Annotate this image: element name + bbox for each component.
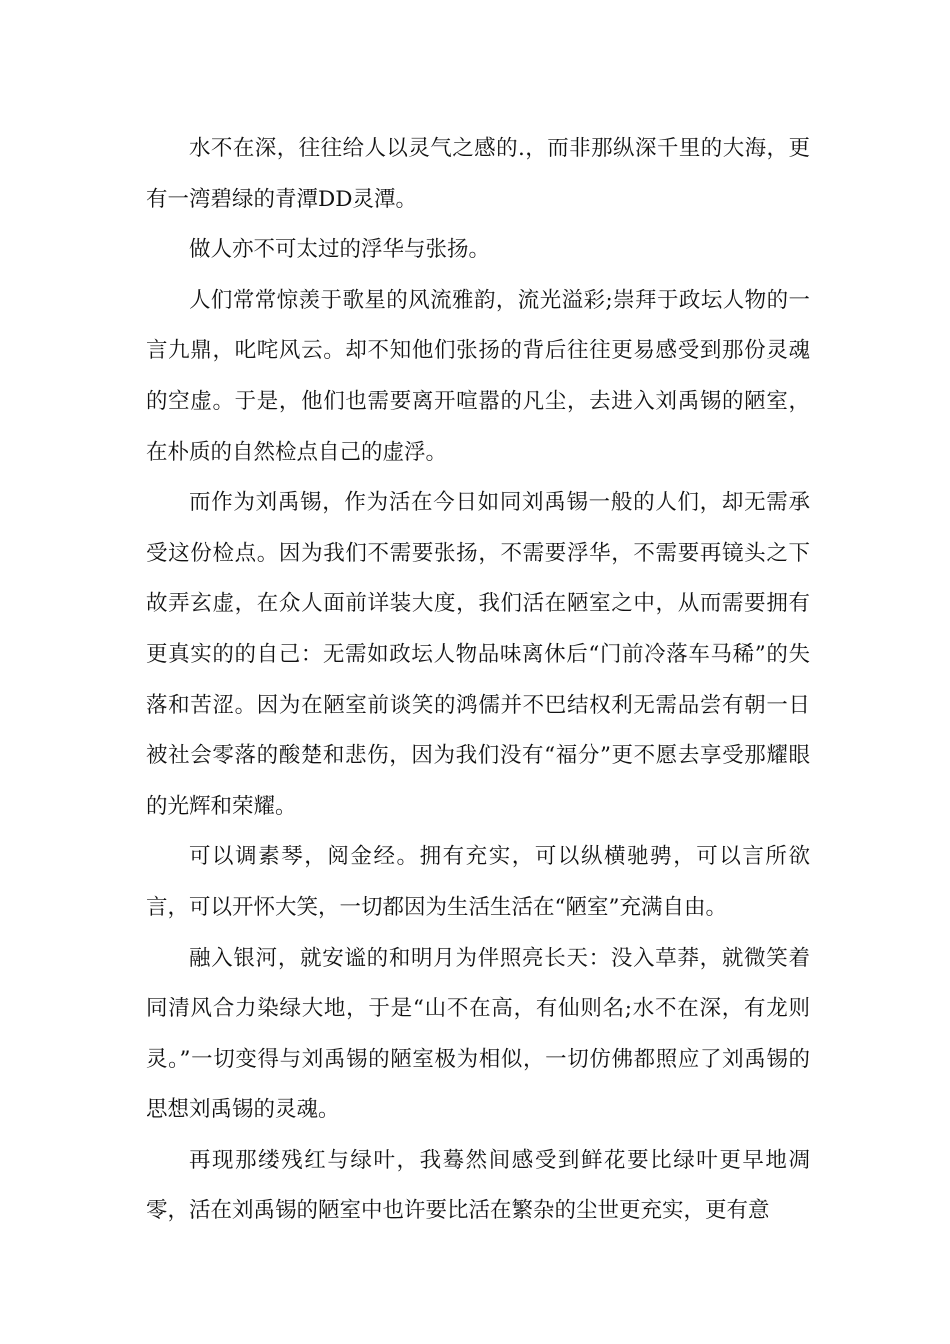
paragraph-5: 可以调素琴，阅金经。拥有充实，可以纵横驰骋，可以言所欲言，可以开怀大笑，一切都因为生活生活在“陋室”充满自由。	[146, 844, 810, 920]
paragraph-6: 融入银河，就安谧的和明月为伴照亮长天：没入草莽，就微笑着同清风合力染绿大地，于是“山不在高，有仙则名;水不在深，有龙则灵。”一切变得与刘禹锡的陋室极为相似，一切仿佛都照应了刘禹锡的思想刘禹锡的灵魂。	[146, 945, 810, 1123]
paragraph-3: 人们常常惊羡于歌星的风流雅韵，流光溢彩;崇拜于政坛人物的一言九鼎，叱咤风云。却不知他们张扬的背后往往更易感受到那份灵魂的空虚。于是，他们也需要离开喧嚣的凡尘，去进入刘禹锡的陋室，在朴质的自然检点自己的虚浮。	[146, 287, 810, 465]
paragraph-4: 而作为刘禹锡，作为活在今日如同刘禹锡一般的人们，却无需承受这份检点。因为我们不需要张扬，不需要浮华，不需要再镜头之下故弄玄虚，在众人面前详装大度，我们活在陋室之中，从而需要拥有更真实的的自己：无需如政坛人物品味离休后“门前冷落车马稀”的失落和苦涩。因为在陋室前谈笑的鸿儒并不巴结权利无需品尝有朝一日被社会零落的酸楚和悲伤，因为我们没有“福分”更不愿去享受那耀眼的光辉和荣耀。	[146, 490, 810, 819]
paragraph-1: 水不在深，往往给人以灵气之感的.，而非那纵深千里的大海，更有一湾碧绿的青潭DD灵潭。	[146, 136, 810, 212]
essay-body	[146, 124, 810, 1237]
paragraph-2: 做人亦不可太过的浮华与张扬。	[189, 237, 491, 263]
paragraph-7: 再现那缕残红与绿叶，我蓦然间感受到鲜花要比绿叶更早地凋零，活在刘禹锡的陋室中也许要比活在繁杂的尘世更充实，更有意	[146, 1147, 810, 1224]
